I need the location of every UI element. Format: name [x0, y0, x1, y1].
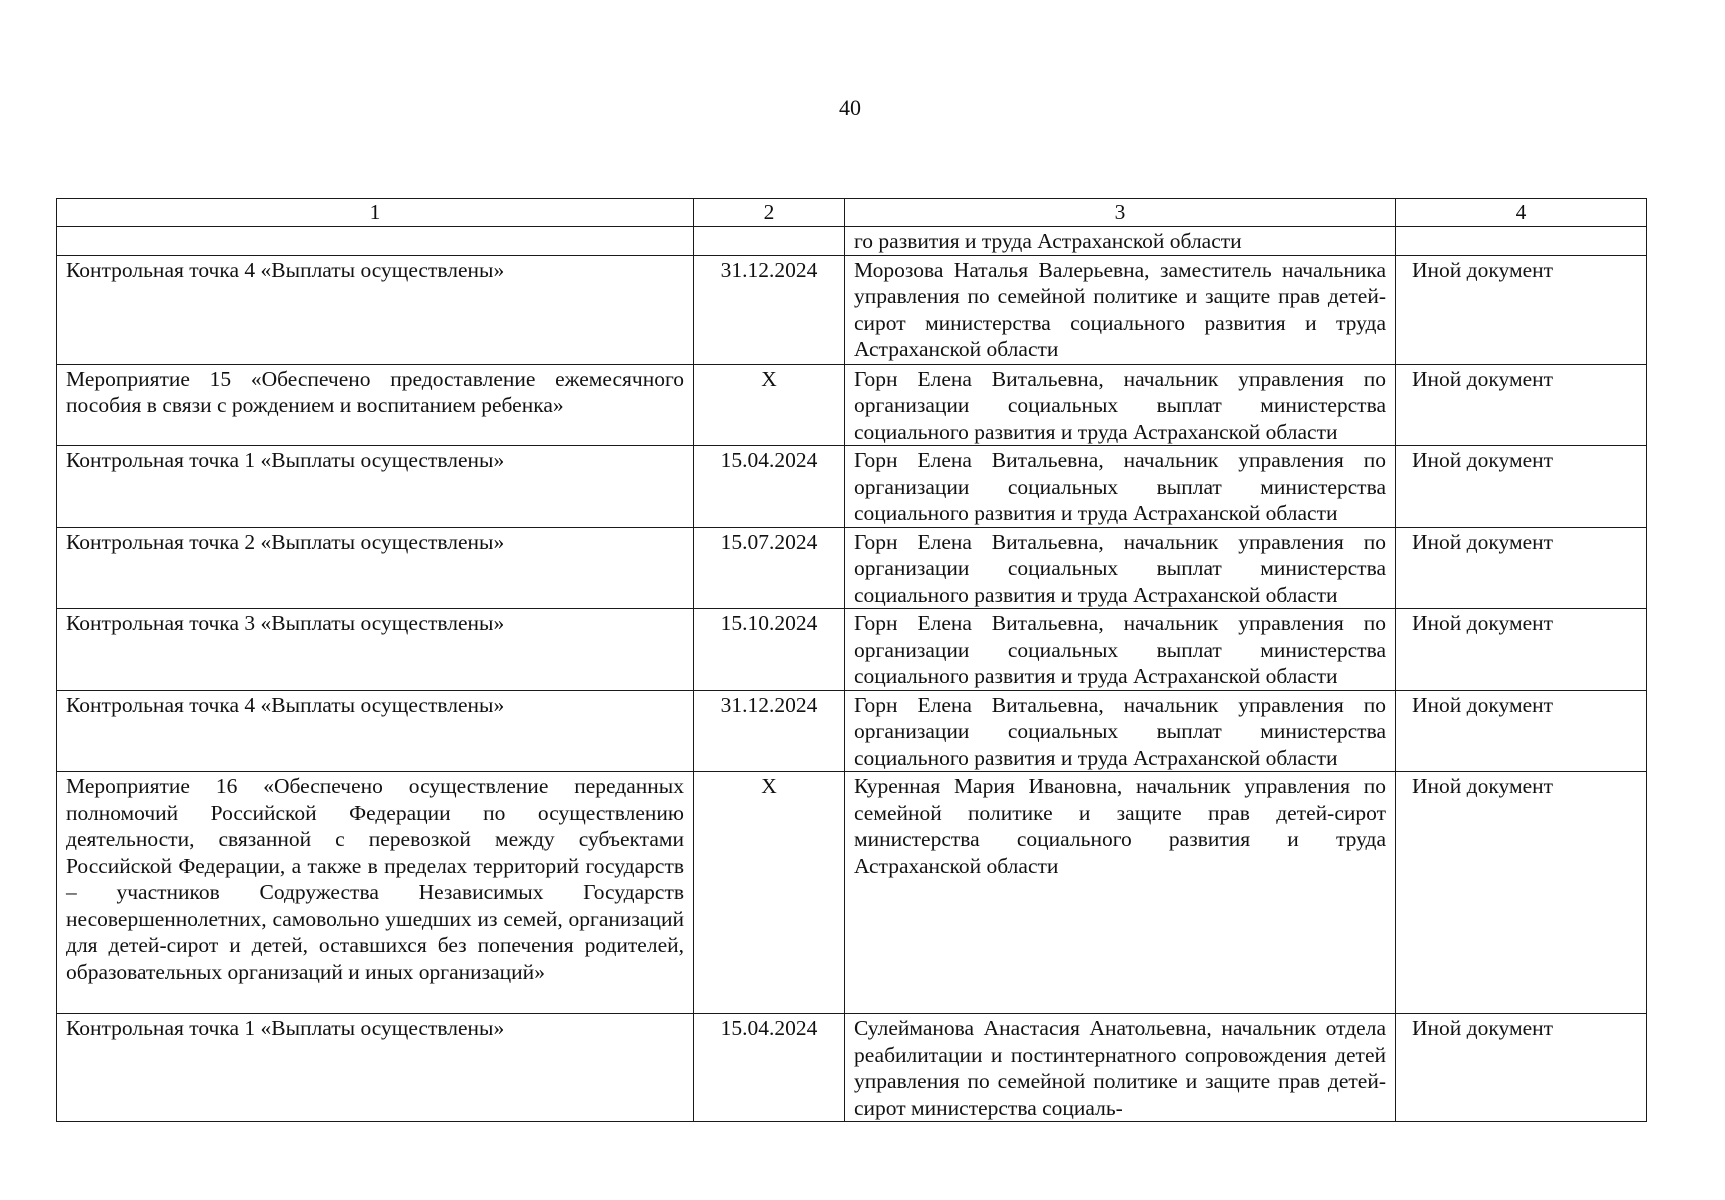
table-row — [57, 364, 1647, 446]
page-number: 40 — [839, 95, 861, 120]
table-row — [57, 690, 1647, 772]
column-header-2: 2 — [694, 199, 845, 227]
cell-name: Контрольная точка 4 «Выплаты осуществлены» — [57, 255, 694, 364]
cell-date: X — [694, 364, 845, 446]
cell-document: Иной документ — [1396, 255, 1647, 364]
cell-name: Контрольная точка 2 «Выплаты осуществлены» — [57, 527, 694, 609]
table-row — [57, 609, 1647, 691]
cell-responsible: Сулейманова Анастасия Анатольевна, начальник отдела реабилитации и постинтернатного сопровождения детей управления по семейной политике и защите прав детей-сирот министерства социаль- — [845, 1014, 1396, 1122]
cell-date — [694, 226, 845, 255]
cell-name — [57, 226, 694, 255]
cell-responsible: Морозова Наталья Валерьевна, заместитель начальника управления по семейной политике и защите прав детей-сирот министерства социального развития и труда Астраханской области — [845, 255, 1396, 364]
cell-document: Иной документ — [1396, 772, 1647, 1014]
cell-date: 15.07.2024 — [694, 527, 845, 609]
cell-document: Иной документ — [1396, 609, 1647, 691]
cell-name: Контрольная точка 3 «Выплаты осуществлены» — [57, 609, 694, 691]
table-row — [57, 226, 1647, 255]
activities-table-container — [56, 198, 1646, 1122]
cell-responsible: Горн Елена Витальевна, начальник управления по организации социальных выплат министерства социального развития и труда Астраханской области — [845, 609, 1396, 691]
cell-date: 15.04.2024 — [694, 446, 845, 528]
cell-responsible: Горн Елена Витальевна, начальник управления по организации социальных выплат министерства социального развития и труда Астраханской области — [845, 446, 1396, 528]
cell-date: 15.10.2024 — [694, 609, 845, 691]
cell-name: Контрольная точка 1 «Выплаты осуществлены» — [57, 446, 694, 528]
cell-document: Иной документ — [1396, 690, 1647, 772]
cell-date: X — [694, 772, 845, 1014]
column-header-1: 1 — [57, 199, 694, 227]
cell-document: Иной документ — [1396, 446, 1647, 528]
cell-document: Иной документ — [1396, 527, 1647, 609]
column-header-3: 3 — [845, 199, 1396, 227]
cell-document: Иной документ — [1396, 364, 1647, 446]
column-header-4: 4 — [1396, 199, 1647, 227]
cell-responsible: Горн Елена Витальевна, начальник управления по организации социальных выплат министерства социального развития и труда Астраханской области — [845, 364, 1396, 446]
table-row — [57, 527, 1647, 609]
cell-name: Контрольная точка 1 «Выплаты осуществлены» — [57, 1014, 694, 1122]
cell-responsible: го развития и труда Астраханской области — [845, 226, 1396, 255]
cell-document: Иной документ — [1396, 1014, 1647, 1122]
activities-table — [56, 198, 1647, 1122]
table-row — [57, 1014, 1647, 1122]
cell-responsible: Куренная Мария Ивановна, начальник управления по семейной политике и защите прав детей-сирот министерства социального развития и труда Астраханской области — [845, 772, 1396, 1014]
table-row — [57, 255, 1647, 364]
cell-date: 31.12.2024 — [694, 690, 845, 772]
cell-document — [1396, 226, 1647, 255]
cell-name: Контрольная точка 4 «Выплаты осуществлены» — [57, 690, 694, 772]
table-header-row — [57, 199, 1647, 227]
cell-name: Мероприятие 15 «Обеспечено предоставление ежемесячного пособия в связи с рождением и воспитанием ребенка» — [57, 364, 694, 446]
cell-date: 15.04.2024 — [694, 1014, 845, 1122]
table-row — [57, 772, 1647, 1014]
cell-name: Мероприятие 16 «Обеспечено осуществление переданных полномочий Российской Федерации по осуществлению деятельности, связанной с перевозкой между субъектами Российской Федерации, а также в пределах территорий государств – участников Содружества Независимых Государств несовершеннолетних, самовольно ушедших из семей, организаций для детей-сирот и детей, оставшихся без попечения родителей, образовательных организаций и иных организаций» — [57, 772, 694, 1014]
cell-responsible: Горн Елена Витальевна, начальник управления по организации социальных выплат министерства социального развития и труда Астраханской области — [845, 690, 1396, 772]
cell-date: 31.12.2024 — [694, 255, 845, 364]
table-row — [57, 446, 1647, 528]
cell-responsible: Горн Елена Витальевна, начальник управления по организации социальных выплат министерства социального развития и труда Астраханской области — [845, 527, 1396, 609]
